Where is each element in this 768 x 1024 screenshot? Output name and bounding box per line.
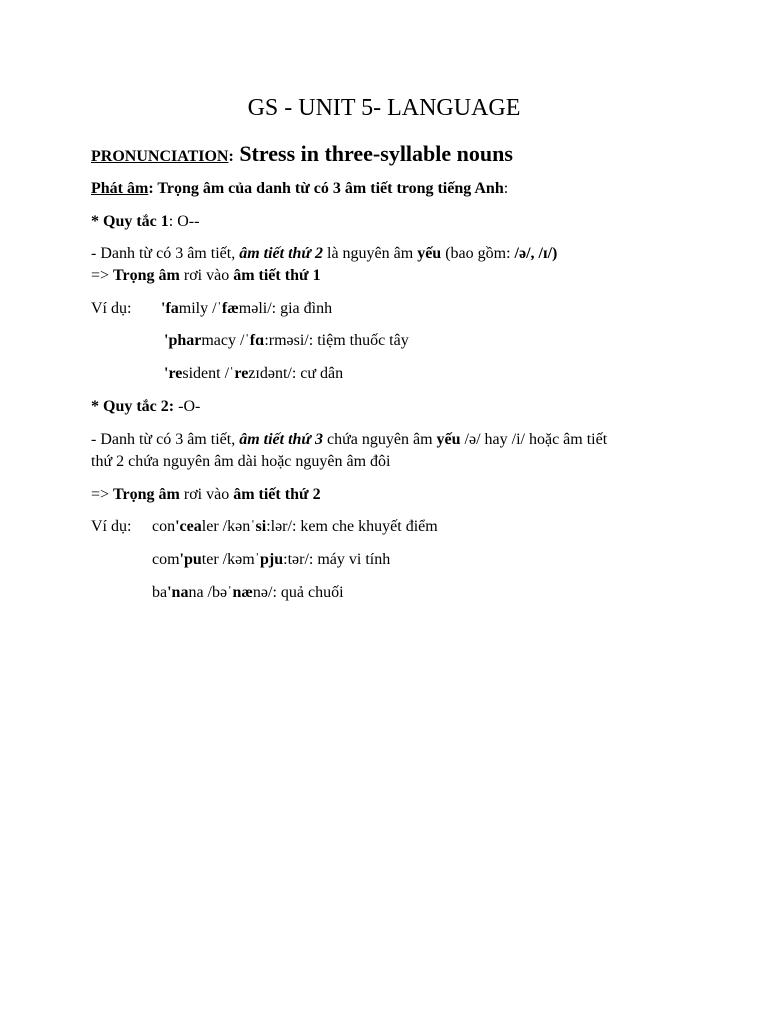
example-rest: ler /kənˈ — [201, 518, 256, 535]
rule1-desc-text: - Danh từ có 3 âm tiết, — [91, 245, 240, 262]
rule2-arrow: => — [91, 486, 114, 503]
rule1-desc-vowels: /ə/, /ɪ/) — [514, 245, 558, 262]
example-prefix: ba — [152, 584, 168, 601]
pronunciation-topic: Stress in three-syllable nouns — [233, 141, 513, 166]
example-rest: sident /ˈ — [182, 365, 235, 382]
rule1-example-1 — [161, 300, 332, 318]
example-prefix: con — [152, 518, 176, 535]
rule1-arrow: => — [91, 267, 114, 284]
rule2-description — [91, 431, 607, 449]
example-rest: ter /kəmˈ — [201, 551, 260, 568]
phat-am-colon: : — [148, 180, 154, 197]
example-ipa-rest: :tər/: máy vi tính — [283, 551, 391, 568]
rule2-desc-text: - Danh từ có 3 âm tiết, — [91, 431, 240, 448]
rule2-heading — [91, 398, 200, 416]
rule2-example-2 — [152, 551, 390, 569]
example-rest: macy /ˈ — [201, 332, 250, 349]
rule2-result — [91, 486, 321, 504]
rule2-pattern: -O- — [174, 398, 201, 415]
phat-am-line — [91, 180, 508, 198]
rule1-description — [91, 245, 557, 263]
rule1-result-text: rơi vào — [179, 267, 234, 284]
rule2-result-stress: Trọng âm — [113, 486, 180, 503]
rule2-example-1 — [152, 518, 438, 536]
example-ipa-rest: zɪdənt/: cư dân — [248, 365, 344, 382]
rule1-pattern: : O-- — [168, 213, 200, 230]
rule1-desc-text2: là nguyên âm — [323, 245, 418, 262]
rule1-label: * Quy tắc 1 — [91, 213, 169, 230]
rule1-example-2 — [164, 332, 409, 350]
rule1-example-label: Ví dụ: — [91, 300, 132, 317]
rule1-desc-syllable: âm tiết thứ 2 — [239, 245, 323, 262]
rule2-desc-weak: yếu — [436, 431, 461, 448]
example-stress: 'cea — [175, 518, 202, 535]
rule1-result — [91, 267, 321, 285]
rule2-example-label: Ví dụ: — [91, 518, 132, 535]
example-rest: na /bəˈ — [188, 584, 233, 601]
rule2-description-line2: thứ 2 chứa nguyên âm dài hoặc nguyên âm đôi — [91, 453, 391, 470]
rule2-desc-text2: chứa nguyên âm — [323, 431, 437, 448]
phat-am-text: Trọng âm của danh từ có 3 âm tiết trong tiếng Anh — [153, 180, 504, 197]
example-ipa-rest: :rməsi/: tiệm thuốc tây — [264, 332, 409, 349]
rule2-desc-syllable: âm tiết thứ 3 — [239, 431, 323, 448]
example-rest: mily /ˈ — [178, 300, 222, 317]
pronunciation-colon: : — [228, 148, 234, 165]
example-ipa-rest: nə/: quả chuối — [252, 584, 344, 601]
example-ipa-stress: fæ — [221, 300, 239, 317]
rule2-example-3 — [152, 584, 344, 602]
example-mark: ' — [164, 332, 169, 349]
rule1-result-stress: Trọng âm — [113, 267, 180, 284]
rule2-desc-text3: /ə/ hay /i/ hoặc âm tiết — [460, 431, 608, 448]
rule1-result-syllable: âm tiết thứ 1 — [233, 267, 321, 284]
pronunciation-label: PRONUNCIATION — [91, 148, 229, 165]
example-ipa-rest: :lər/: kem che khuyết điểm — [266, 518, 438, 535]
example-prefix: com — [152, 551, 180, 568]
pronunciation-heading — [91, 141, 513, 166]
example-ipa-stress: pju — [260, 551, 284, 568]
example-stress: fa — [165, 300, 179, 317]
rule1-example-3 — [164, 365, 343, 383]
rule1-desc-weak: yếu — [417, 245, 442, 262]
example-ipa-rest: məli/: gia đình — [238, 300, 333, 317]
phat-am-end: : — [503, 180, 509, 197]
example-mark: ' — [161, 300, 166, 317]
example-ipa-stress: si — [255, 518, 267, 535]
example-stress: 'na — [167, 584, 189, 601]
rule2-result-text: rơi vào — [179, 486, 234, 503]
phat-am-label: Phát âm — [91, 180, 149, 197]
rule2-label: * Quy tắc 2: — [91, 398, 175, 415]
rule2-result-syllable: âm tiết thứ 2 — [233, 486, 321, 503]
example-stress: re — [168, 365, 183, 382]
example-ipa-stress: fɑ — [249, 332, 265, 349]
example-stress: 'pu — [179, 551, 202, 568]
example-ipa-stress: næ — [232, 584, 253, 601]
page-title: GS - UNIT 5- LANGUAGE — [247, 95, 521, 121]
example-ipa-stress: re — [234, 365, 249, 382]
example-stress: phar — [168, 332, 202, 349]
example-mark: ' — [164, 365, 169, 382]
rule1-desc-text3: (bao gồm: — [441, 245, 515, 262]
rule1-heading — [91, 213, 199, 231]
